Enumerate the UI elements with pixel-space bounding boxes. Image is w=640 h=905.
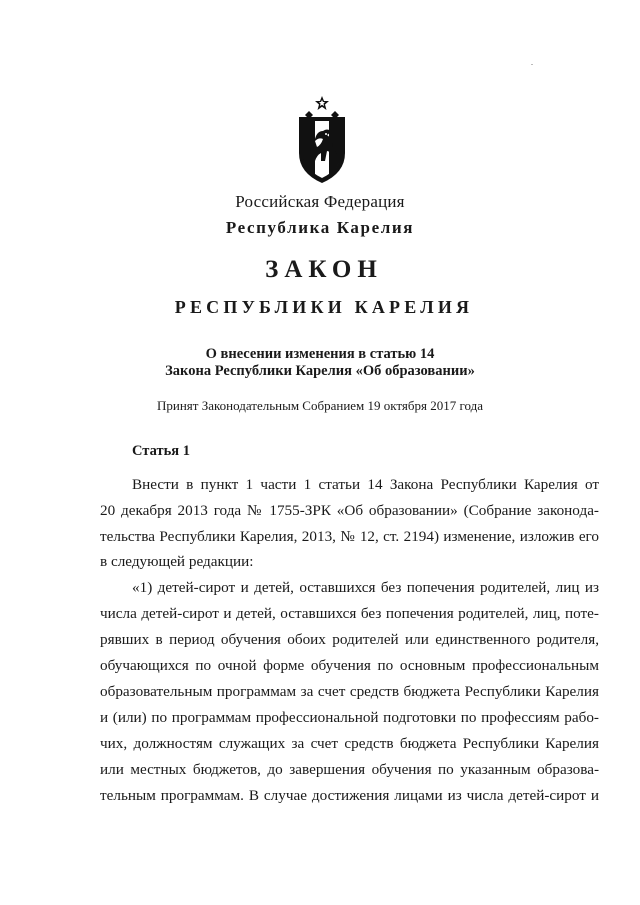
article-heading: Статья 1 [132,443,190,459]
republic-name: Республика Карелия [225,218,415,237]
article-line: обучающихся по очной форме обучения по основным профессиональным [100,657,599,674]
article-line: в следующей редакции: [100,553,254,570]
karelia-coat-of-arms-icon [293,95,351,185]
law-name-line-2: Закона Республики Карелия «Об образовании» [165,363,475,379]
article-line: тельным программам. В случае достижения лицами из числа детей-сирот и [100,787,599,804]
article-line: числа детей-сирот и детей, оставшихся без попечения родителей, лиц, поте- [100,605,599,622]
article-line: образовательным программам за счет средств бюджета Республики Карелия [100,683,599,700]
article-line: чих, должностям служащих за счет средств бюджета Республики Карелия [100,735,599,752]
article-line: рявших в период обучения обоих родителей или единственного родителя, [100,631,599,648]
country-name: Российская Федерация [235,192,405,211]
scan-speck [531,64,533,65]
article-line: «1) детей-сирот и детей, оставшихся без попечения родителей, лиц из [132,579,599,596]
star-icon [315,96,329,110]
law-name-line-1: О внесении изменения в статью 14 [205,346,435,362]
adoption-note: Принят Законодательным Собранием 19 октября 2017 года [156,398,484,413]
article-line: или местных бюджетов, до завершения обучения по указанным образова- [100,761,599,778]
article-line: 20 декабря 2013 года № 1755-ЗРК «Об образовании» (Собрание законода- [100,502,599,519]
article-line: Внести в пункт 1 части 1 статьи 14 Закона Республики Карелия от [132,476,599,493]
article-line: и (или) по программам профессиональной подготовки по профессиям рабо- [100,709,599,726]
law-title: ЗАКОН [265,256,383,283]
article-line: тельства Республики Карелия, 2013, № 12, ст. 2194) изменение, изложив его [100,528,599,545]
law-subtitle: РЕСПУБЛИКИ КАРЕЛИЯ [174,297,474,317]
